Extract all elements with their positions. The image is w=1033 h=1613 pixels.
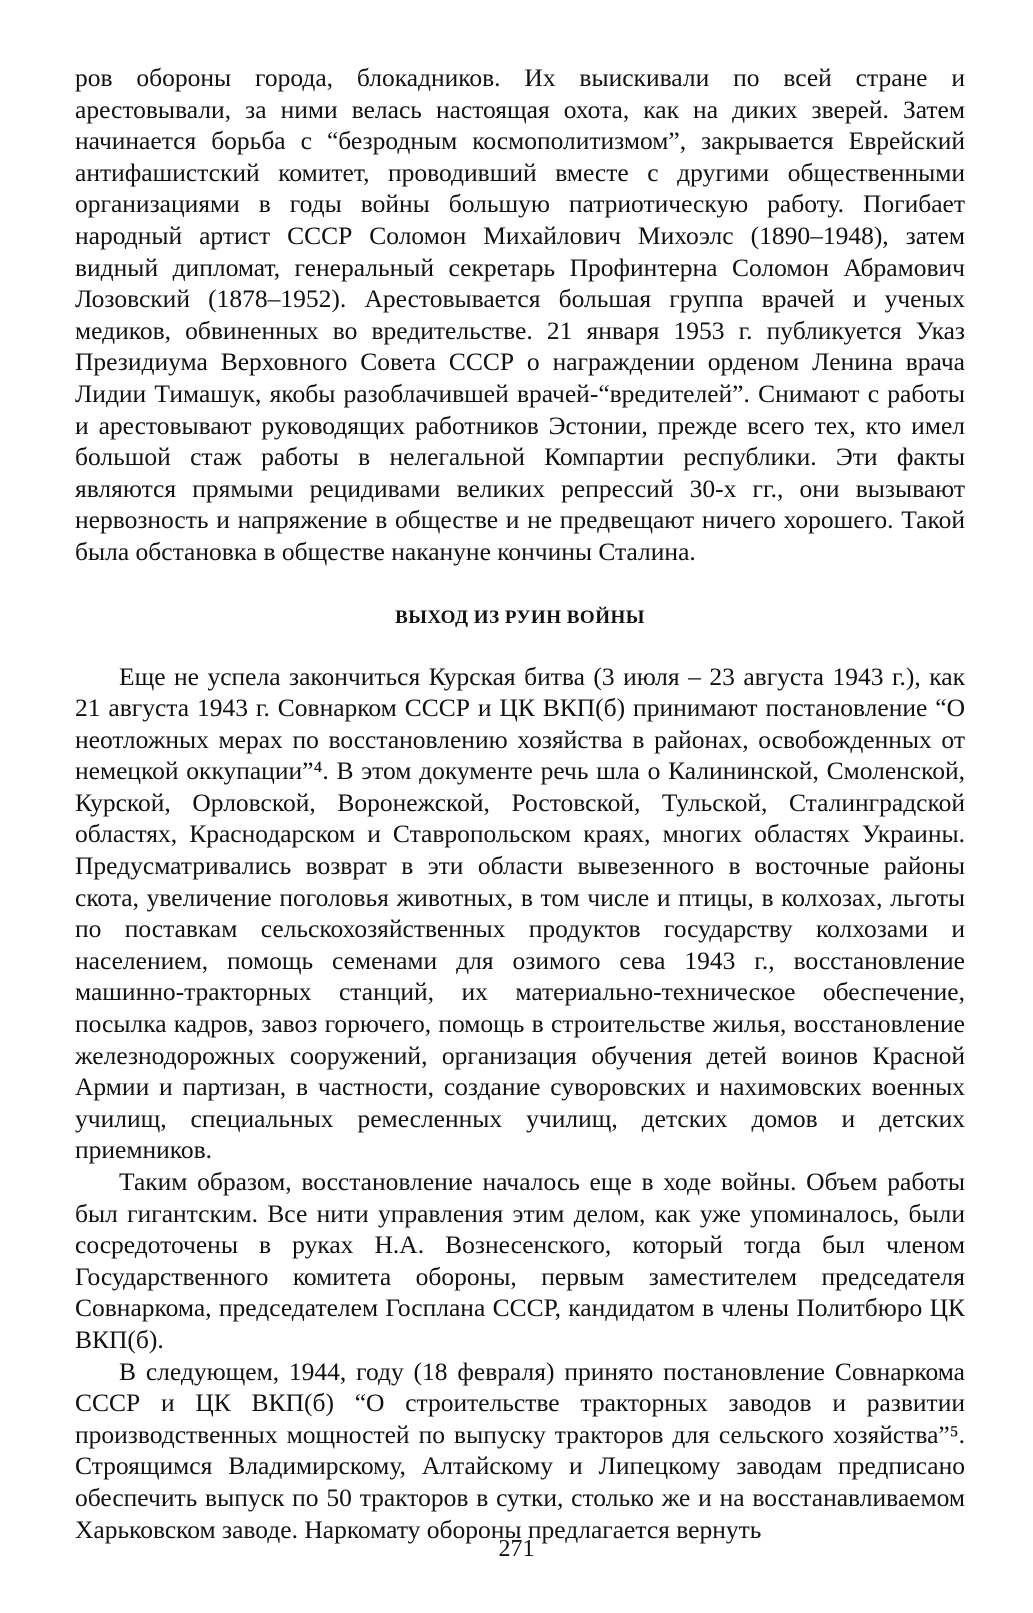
page-number: 271	[498, 1536, 535, 1562]
paragraph-tractors: В следующем, 1944, году (18 февраля) принято постановление Совнаркома СССР и ЦК ВКП(б) “О строительстве тракторных заводов и развитии производственных мощностей по выпуску тракторов для сельского хозяйства”⁵. Строящимся Владимирскому, Алтайскому и Липецкому заводам предписано обеспечить выпуск по 50 тракторов в сутки, столько же и на восстанавливаемом Харьковском заводе. Наркомату обороны предлагается вернуть	[75, 1356, 965, 1544]
section-heading: ВЫХОД ИЗ РУИН ВОЙНЫ	[395, 606, 645, 628]
paragraph-restoration: Таким образом, восстановление началось еще в ходе войны. Объем работы был гигантским. Все нити управления этим делом, как уже упоминалось, были сосредоточены в руках Н.А. Вознесенского, который тогда был членом Государственного комитета обороны, первым заместителем председателя Совнаркома, председателем Госплана СССР, кандидатом в члены Политбюро ЦК ВКП(б).	[75, 1167, 965, 1354]
body-text	[75, 62, 965, 1545]
paragraph-kursk: Еще не успела закончиться Курская битва (3 июля – 23 августа 1943 г.), как 21 августа 1943 г. Совнарком СССР и ЦК ВКП(б) принимают постановление “О неотложных мерах по восстановлению хозяйства в районах, освобожденных от немецкой оккупации”⁴. В этом документе речь шла о Калининской, Смоленской, Курской, Орловской, Воронежской, Ростовской, Тульской, Сталинградской областях, Краснодарском и Ставропольском краях, многих областях Украины. Предусматривались возврат в эти области вывезенного в восточные районы скота, увеличение поголовья животных, в том числе и птицы, в колхозах, льготы по поставкам сельскохозяйственных продуктов государству колхозами и населением, помощь семенами для озимого сева 1943 г., восстановление машинно-тракторных станций, их материально-техническое обеспечение, посылка кадров, завоз горючего, помощь в строительстве жилья, восстановление железнодорожных сооружений, организация обучения детей воинов Красной Армии и партизан, в частности, создание суворовских и нахимовских военных училищ, специальных ремесленных училищ, детских домов и детских приемников.	[75, 661, 965, 1165]
paragraph-intro: ров обороны города, блокадников. Их выискивали по всей стране и арестовывали, за ними велась настоящая охота, как на диких зверей. Затем начинается борьба с “безродным космополитизмом”, закрывается Еврейский антифашистский комитет, проводивший вместе с другими общественными организациями в годы войны большую патриотическую работу. Погибает народный артист СССР Соломон Михайлович Михоэлс (1890–1948), затем видный дипломат, генеральный секретарь Профинтерна Соломон Абрамович Лозовский (1878–1952). Арестовывается большая группа врачей и ученых медиков, обвиненных во вредительстве. 21 января 1953 г. публикуется Указ Президиума Верховного Совета СССР о награждении орденом Ленина врача Лидии Тимашук, якобы разоблачившей врачей-“вредителей”. Снимают с работы и арестовывают руководящих работников Эстонии, прежде всего тех, кто имел большой стаж работы в нелегальной Компартии республики. Эти факты являются прямыми рецидивами великих репрессий 30-х гг., они вызывают нервозность и напряжение в обществе и не предвещают ничего хорошего. Такой была обстановка в обществе накануне кончины Сталина.	[75, 63, 965, 566]
